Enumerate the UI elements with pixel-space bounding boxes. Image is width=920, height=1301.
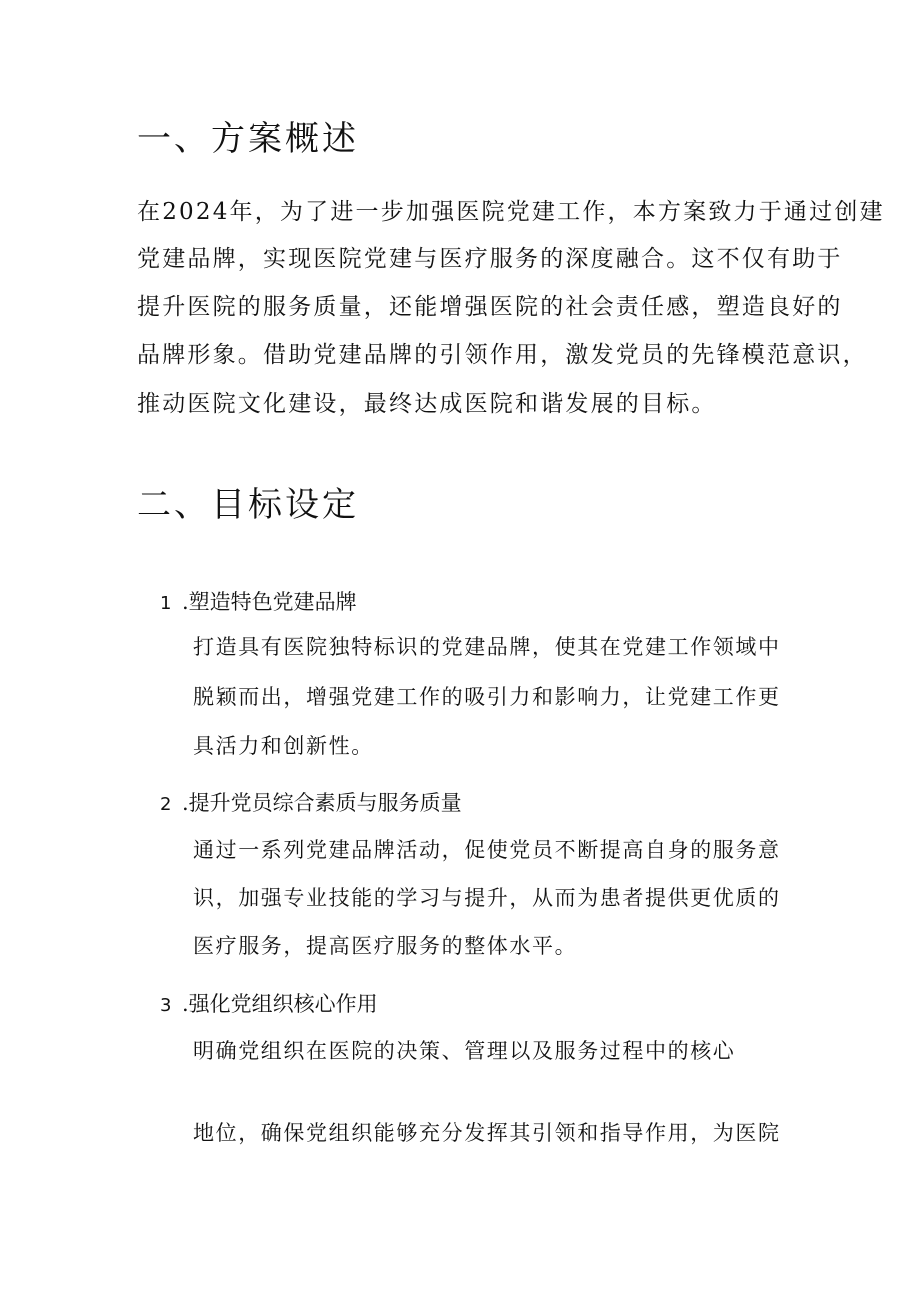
section-1-heading: 一、方案概述: [137, 119, 359, 159]
goal-item-1-line-1: 打造具有医院独特标识的党建品牌，使其在党建工作领域中: [193, 635, 781, 659]
section-2-heading: 二、目标设定: [137, 485, 359, 525]
section-1-line-2: 党建品牌，实现医院党建与医疗服务的深度融合。这不仅有助于: [137, 246, 843, 272]
goal-item-2-title: [160, 789, 462, 819]
goal-item-2-line-1: 通过一系列党建品牌活动，促使党员不断提高自身的服务意: [193, 838, 781, 862]
goal-item-1-line-3: 具活力和创新性。: [193, 734, 374, 758]
section-1-line-5: 推动医院文化建设，最终达成医院和谐发展的目标。: [137, 391, 717, 417]
goal-item-1-line-2: 脱颖而出，增强党建工作的吸引力和影响力，让党建工作更: [193, 685, 781, 709]
section-1-line-4: 品牌形象。借助党建品牌的引领作用，激发党员的先锋模范意识，: [137, 342, 868, 368]
goal-item-3-number: 3: [160, 995, 172, 1016]
goal-item-1-title-text: .塑造特色党建品牌: [182, 590, 357, 614]
section-1-line-3: 提升医院的服务质量，还能增强医院的社会责任感，塑造良好的: [137, 294, 843, 320]
goal-item-3-line-1: 明确党组织在医院的决策、管理以及服务过程中的核心: [193, 1039, 736, 1063]
goal-item-2-line-2: 识，加强专业技能的学习与提升，从而为患者提供更优质的: [193, 886, 781, 910]
goal-item-1-title: [160, 588, 357, 618]
goal-item-3-title-text: .强化党组织核心作用: [182, 992, 378, 1016]
goal-item-2-title-text: .提升党员综合素质与服务质量: [182, 791, 462, 815]
section-1-line-1: 在2024年，为了进一步加强医院党建工作，本方案致力于通过创建: [137, 199, 885, 225]
goal-item-2-number: 2: [160, 794, 172, 815]
goal-item-1-number: 1: [160, 593, 172, 614]
goal-item-3-line-2: 地位，确保党组织能够充分发挥其引领和指导作用，为医院: [193, 1121, 781, 1145]
goal-item-3-title: [160, 990, 378, 1020]
goal-item-2-line-3: 医疗服务，提高医疗服务的整体水平。: [193, 934, 578, 958]
